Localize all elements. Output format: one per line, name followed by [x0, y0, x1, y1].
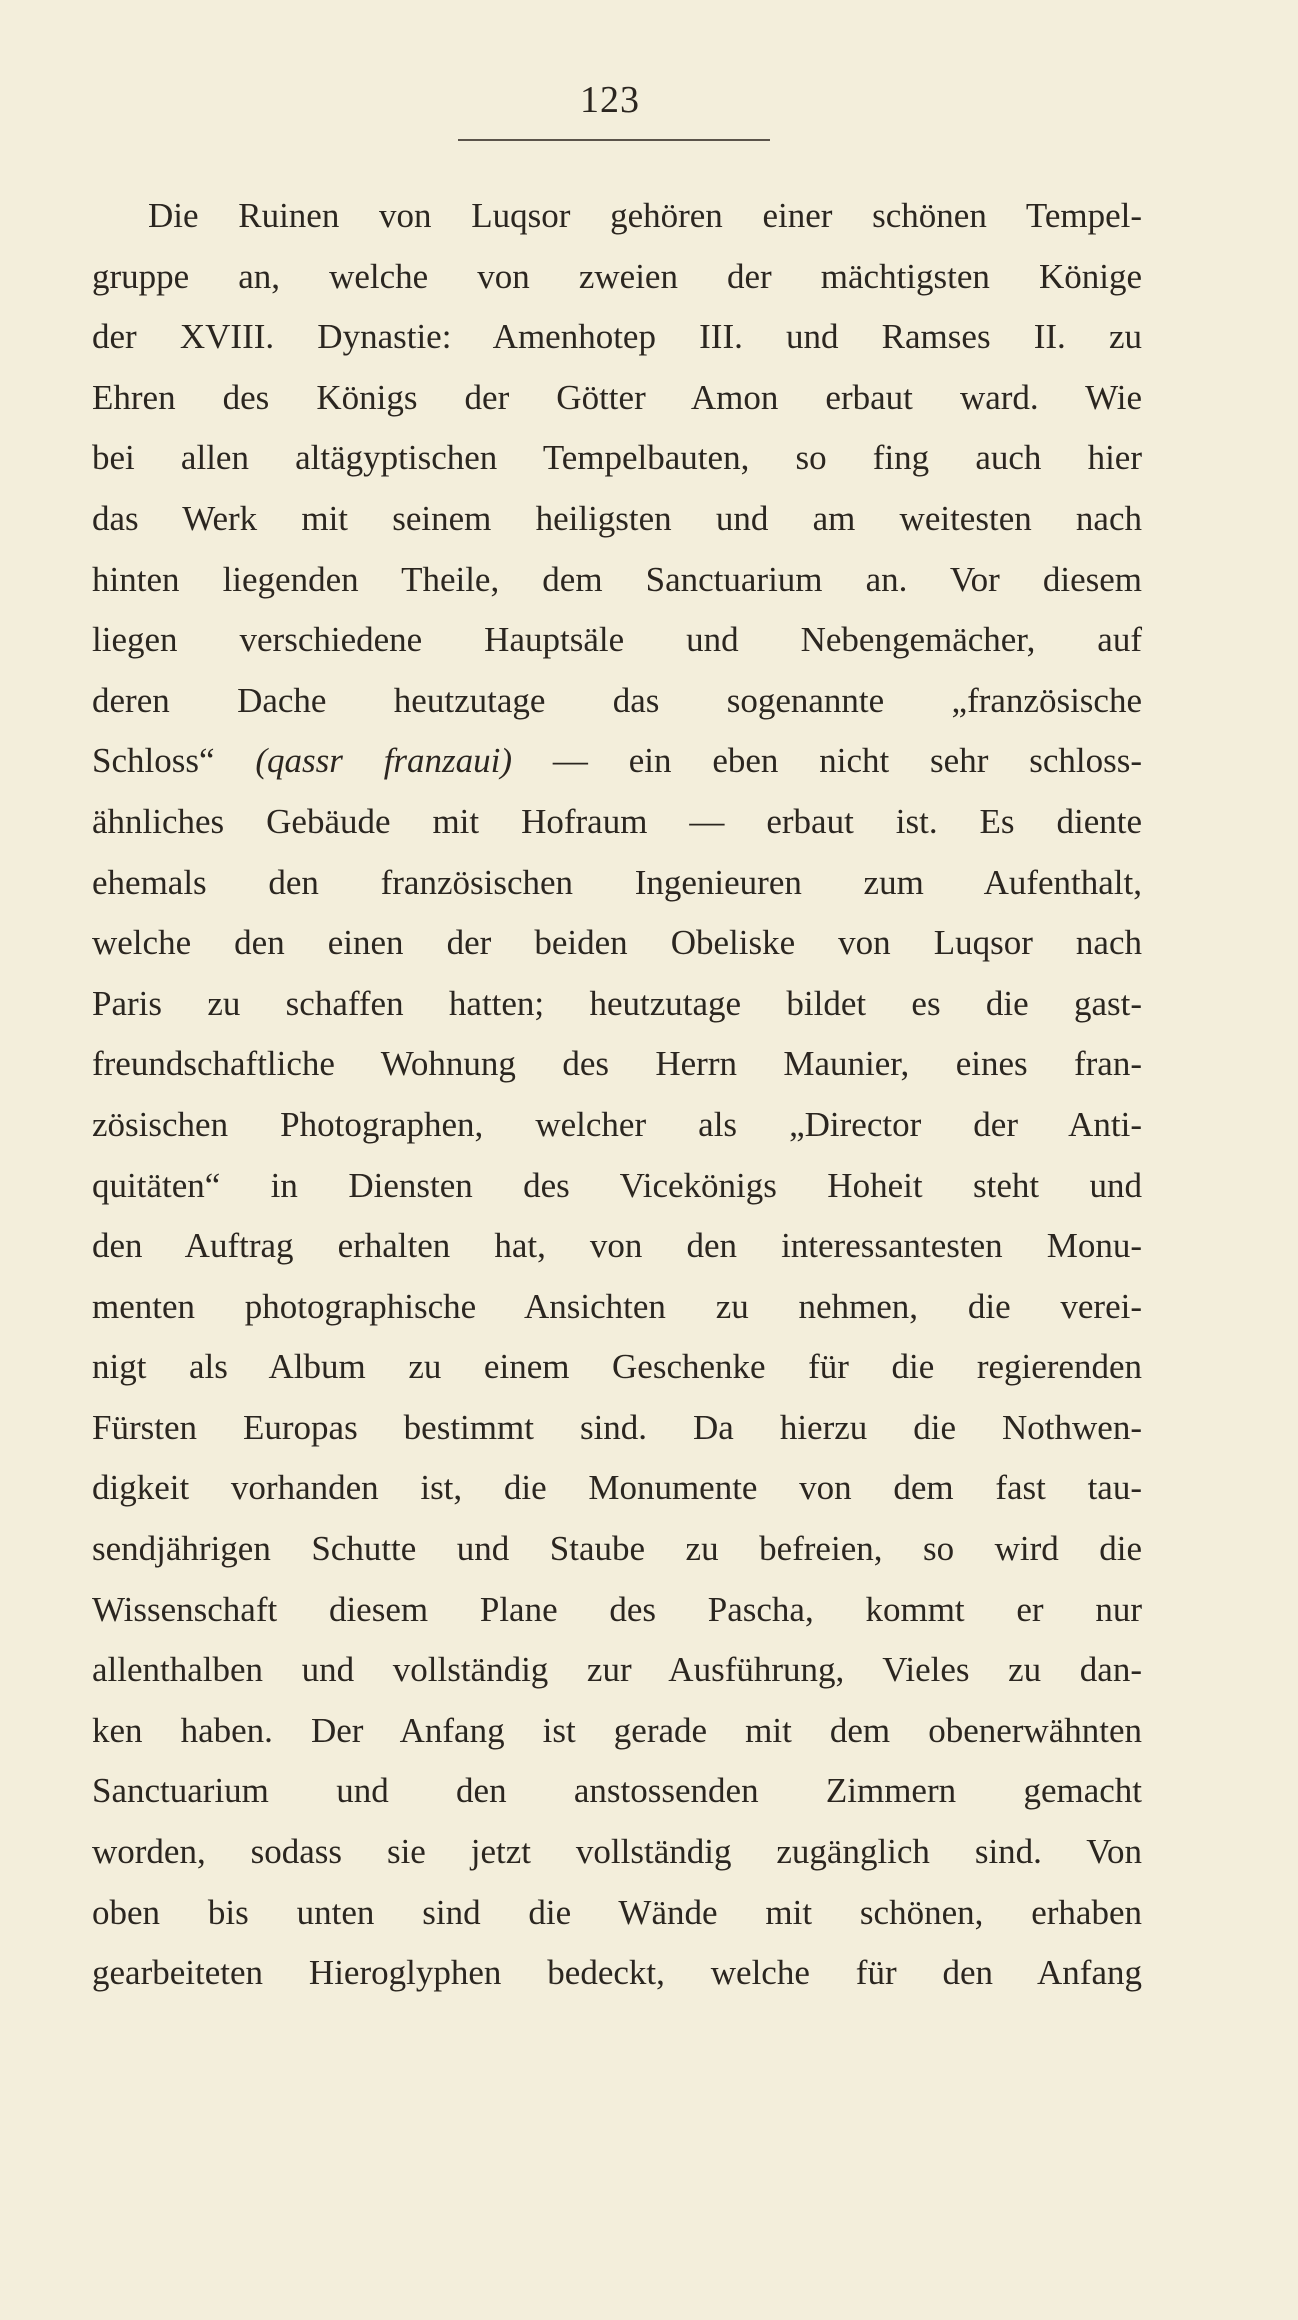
text-line: welche den einen der beiden Obeliske von Luqsor nach	[92, 923, 1142, 963]
text-line: den Auftrag erhalten hat, von den interessantesten Monu-	[92, 1226, 1142, 1266]
text-line: menten photographische Ansichten zu nehmen, die verei-	[92, 1286, 1142, 1326]
text-line-with-italic	[92, 731, 1142, 792]
text-line: das Werk mit seinem heiligsten und am weitesten nach	[92, 498, 1142, 538]
text-line: gruppe an, welche von zweien der mächtigsten Könige	[92, 256, 1142, 296]
text-line: quitäten“ in Diensten des Vicekönigs Hoheit steht und	[92, 1165, 1142, 1205]
text-line: worden, sodass sie jetzt vollständig zugänglich sind. Von	[92, 1832, 1142, 1872]
text-line: Ehren des Königs der Götter Amon erbaut ward. Wie	[92, 377, 1142, 417]
text-line: allenthalben und vollständig zur Ausführung, Vieles zu dan-	[92, 1650, 1142, 1690]
text-line: nigt als Album zu einem Geschenke für die regierenden	[92, 1347, 1142, 1387]
text-line: Fürsten Europas bestimmt sind. Da hierzu die Nothwen-	[92, 1407, 1142, 1447]
text-line: freundschaftliche Wohnung des Herrn Maunier, eines fran-	[92, 1044, 1142, 1084]
text-line: sendjährigen Schutte und Staube zu befreien, so wird die	[92, 1529, 1142, 1569]
text-line: deren Dache heutzutage das sogenannte „französische	[92, 680, 1142, 720]
italic-term: (qassr franzaui)	[255, 741, 513, 781]
text-line: ken haben. Der Anfang ist gerade mit dem obenerwähnten	[92, 1710, 1142, 1750]
text-line: liegen verschiedene Hauptsäle und Nebengemächer, auf	[92, 620, 1142, 660]
text-line: Sanctuarium und den anstossenden Zimmern gemacht	[92, 1771, 1142, 1811]
header-rule	[458, 139, 770, 141]
text-line: digkeit vorhanden ist, die Monumente von dem fast tau-	[92, 1468, 1142, 1508]
text-line: gearbeiteten Hieroglyphen bedeckt, welche für den Anfang	[92, 1953, 1142, 1993]
text-segment: — ein eben nicht sehr schloss-	[512, 741, 1142, 781]
text-line: hinten liegenden Theile, dem Sanctuarium an. Vor diesem	[92, 559, 1142, 599]
text-line: Die Ruinen von Luqsor gehören einer schönen Tempel-	[148, 196, 1142, 235]
text-line: Wissenschaft diesem Plane des Pascha, kommt er nur	[92, 1589, 1142, 1629]
text-line: der XVIII. Dynastie: Amenhotep III. und Ramses II. zu	[92, 317, 1142, 357]
text-line: ähnliches Gebäude mit Hofraum — erbaut ist. Es diente	[92, 801, 1142, 841]
text-line: zösischen Photographen, welcher als „Director der Anti-	[92, 1104, 1142, 1144]
text-line: bei allen altägyptischen Tempelbauten, so fing auch hier	[92, 438, 1142, 478]
text-line: Paris zu schaffen hatten; heutzutage bildet es die gast-	[92, 983, 1142, 1023]
body-text	[92, 186, 1142, 2004]
page-number: 123	[580, 79, 640, 121]
text-line: ehemals den französischen Ingenieuren zum Aufenthalt,	[92, 862, 1142, 902]
text-line: oben bis unten sind die Wände mit schönen, erhaben	[92, 1892, 1142, 1932]
text-segment: Schloss“	[92, 741, 256, 781]
